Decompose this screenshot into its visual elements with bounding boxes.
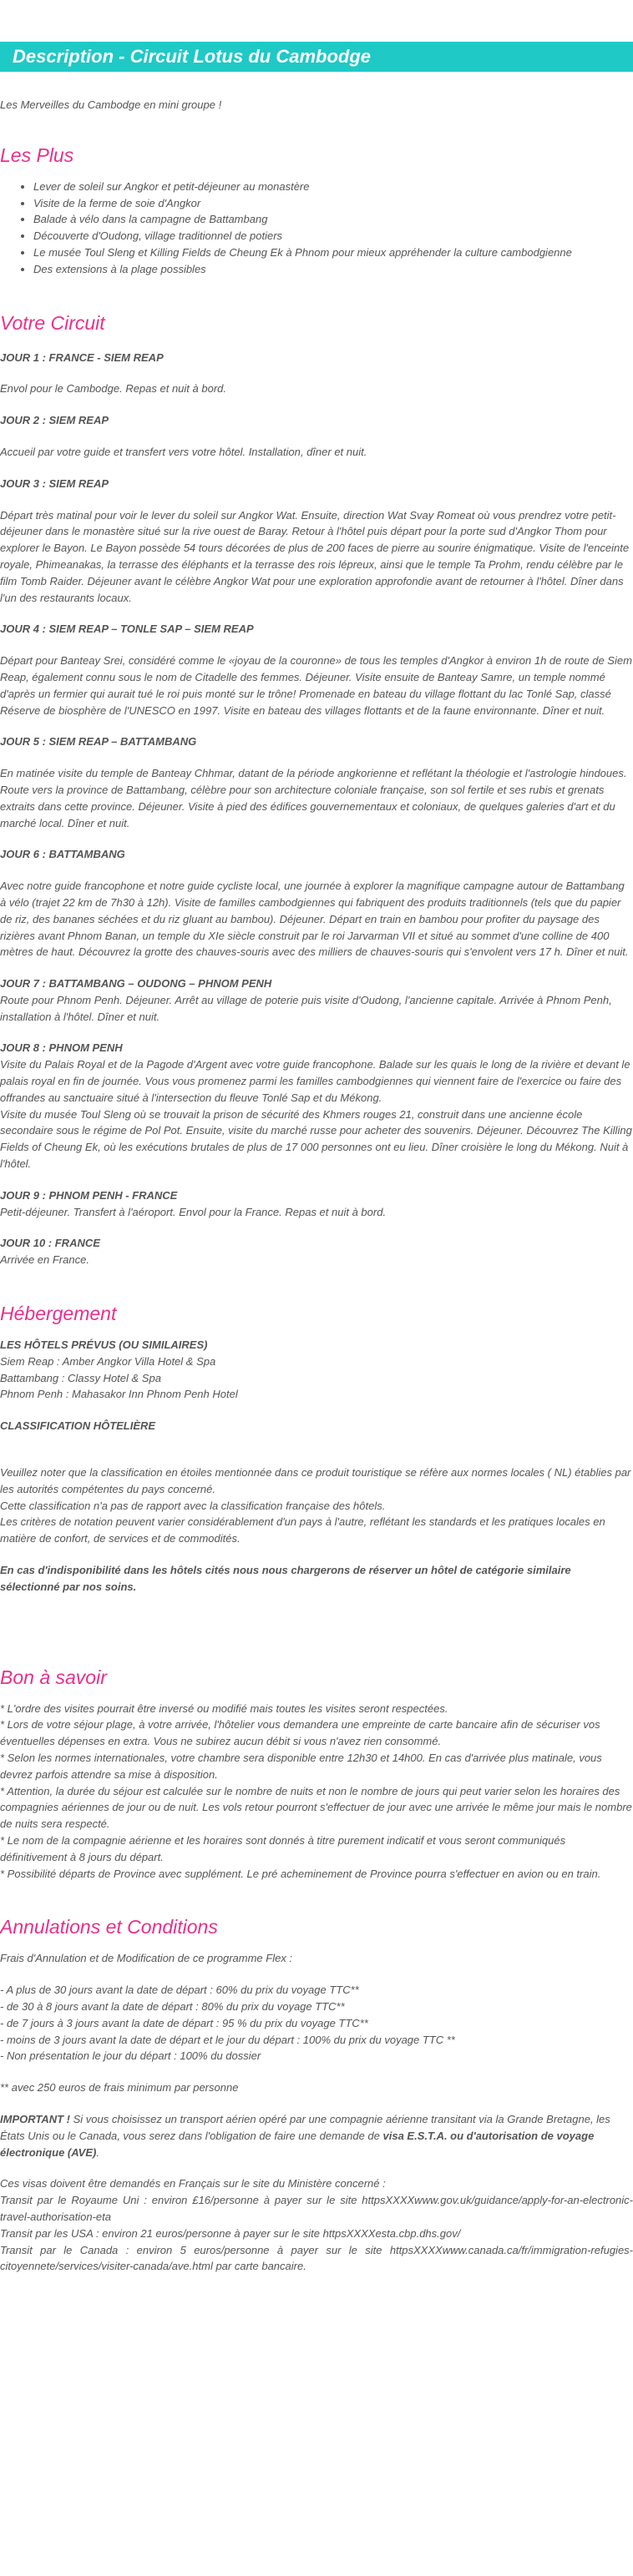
good-to-know-item: * Attention, la durée du séjour est calculée sur le nombre de nuits et non le nombre de jours qui peut varier selon les horaires des compagnies aériennes de jour ou de nuit. Les vols retour pourront s'effectuer de jour avec une arrivée le même jour mais le nombre de nuits sera respecté. xyxy=(0,1784,632,1831)
highlights-list xyxy=(0,179,633,278)
day-description: Arrivée en France. xyxy=(0,1253,89,1267)
day-description: Avec notre guide francophone et notre guide cycliste local, une journée à explorer la magnifique campagne autour de Battambang à vélo (trajet 22 km de 7h30 à 12h). Visite de familles cambodgiennes qui fabriquent des produits traditionnels (tels que du papier de riz, des bananes séchées et du riz gluant au bambou). Déjeuner. Départ en train en bambou pour profiter du paysage des rizières avant Phnom Banan, un temple du XIe siècle construit par le roi Jarvarman VII et situé au sommet d'une colline de 400 mètres de haut. Découvrez la grotte des chauves-souris avec des milliers de chauves-souris qui s'envolent vers 17 h. Dîner et nuit. xyxy=(0,880,629,959)
hotels-title: LES HÔTELS PRÉVUS (OU SIMILAIRES) xyxy=(0,1338,208,1352)
day-title: JOUR 8 : PHNOM PENH xyxy=(0,1041,123,1055)
cancellation-subtitle: Frais d'Annulation et de Modification de ce programme Flex : xyxy=(0,1952,293,1965)
page-title-banner: Description - Circuit Lotus du Cambodge xyxy=(0,42,633,72)
good-to-know-item: * Possibilité départs de Province avec supplément. Le pré acheminement de Province pourra s'effectuer en avion ou en train. xyxy=(0,1867,601,1880)
good-to-know-item: * L'ordre des visites pourrait être inversé ou modifié mais toutes les visites seront respectées. xyxy=(0,1701,448,1715)
highlight-item: • Des extensions à la plage possibles xyxy=(33,261,633,278)
visa-ca: Transit par le Canada : environ 5 euros/personne à payer sur le site httpsXXXXwww.canada.ca/fr/immigration-refugies-citoyennete/services/visiter-canada/ave.html par carte bancaire. xyxy=(0,2243,633,2273)
day-title: JOUR 1 : FRANCE - SIEM REAP xyxy=(0,350,164,364)
itinerary-day xyxy=(0,1040,633,1172)
day-title: JOUR 2 : SIEM REAP xyxy=(0,414,109,427)
day-description: Accueil par votre guide et transfert vers votre hôtel. Installation, dîner et nuit. xyxy=(0,445,367,458)
day-description: Envol pour le Cambodge. Repas et nuit à bord. xyxy=(0,382,227,396)
important-visa: visa E.S.T.A. ou d'autorisation de voyage électronique (AVE) xyxy=(0,2129,595,2159)
classification-line: Veuillez noter que la classification en étoiles mentionnée dans ce produit touristique se réfère aux normes locales ( NL) établies par les autorités compétentes du pays concerné. xyxy=(0,1466,631,1495)
visa-us: Transit par les USA : environ 21 euros/personne à payer sur le site httpsXXXXesta.cbp.dhs.gov/ xyxy=(0,2226,461,2240)
day-description: Départ pour Banteay Srei, considéré comme le «joyau de la couronne» de tous les temples d'Angkor à environ 1h de route de Siem Reap, également connu sous le nom de Citadelle des femmes. Déjeuner. Visite ensuite de Banteay Samre, un temple nommé d'après un fermier qui aurait tué le roi puis monté sur le trône! Promenade en bateau du village flottant du lac Tonlé Sap, classé Réserve de biosphère de l'UNESCO en 1997. Visite en bateau des villages flottants et de la faune environnante. Dîner et nuit. xyxy=(0,654,632,717)
itinerary-day xyxy=(0,846,633,960)
itinerary-day xyxy=(0,1235,633,1268)
day-description: Visite du musée Toul Sleng où se trouvait la prison de sécurité des Khmers rouges 21, construit dans une ancienne école secondaire sous le régime de Pol Pot. Ensuite, visite du marché russe pour acheter des souvenirs. Déjeuner. Découvrez The Killing Fields of Cheung Ek, où les exécutions brutales de plus de 17 000 personnes ont eu lieu. Dîner croisière le long du Mékong. Nuit à l'hôtel. xyxy=(0,1107,632,1171)
main-content xyxy=(0,97,633,2275)
good-to-know-item: * Lors de votre séjour plage, à votre arrivée, l'hôtelier vous demandera une empreinte de carte bancaire afin de sécuriser vos éventuelles dépenses en extra. Vous ne subirez aucun débit si vous n'avez rien consommé. xyxy=(0,1718,600,1748)
classification-line: Cette classification n'a pas de rapport avec la classification française des hôtels. xyxy=(0,1499,386,1512)
cancellation-item: - de 30 à 8 jours avant la date de départ : 80% du prix du voyage TTC** xyxy=(0,1999,345,2013)
itinerary-day xyxy=(0,350,633,398)
cancellation-item: - Non présentation le jour du départ : 100% du dossier xyxy=(0,2049,261,2063)
good-to-know-heading: Bon à savoir xyxy=(0,1666,107,1688)
visa-intro: Ces visas doivent être demandés en Français sur le site du Ministère concerné : xyxy=(0,2177,386,2190)
cancellation-item: - A plus de 30 jours avant la date de départ : 60% du prix du voyage TTC** xyxy=(0,1984,359,1997)
day-title: JOUR 7 : BATTAMBANG – OUDONG – PHNOM PENH xyxy=(0,977,272,991)
day-description: Visite du Palais Royal et de la Pagode d'Argent avec votre guide francophone. Balade sur les quais le long de la rivière et devant le palais royal en fin de journée. Vous vous promenez parmi les familles cambodgiennes qui viennent faire de l'exercice ou faire des offrandes au sanctuaire situé à l'intersection du fleuve Tonlé Sap et du Mékong. xyxy=(0,1058,630,1104)
cancellation-heading: Annulations et Conditions xyxy=(0,1916,218,1938)
itinerary-day xyxy=(0,412,633,461)
itinerary-day xyxy=(0,476,633,607)
day-description: Route pour Phnom Penh. Déjeuner. Arrêt au village de poterie puis visite d'Oudong, l'ancienne capitale. Arrivée à Phnom Penh, installation à l'hôtel. Dîner et nuit. xyxy=(0,993,612,1023)
day-title: JOUR 9 : PHNOM PENH - FRANCE xyxy=(0,1188,178,1202)
hotel-line: Battambang : Classy Hotel & Spa xyxy=(0,1371,161,1384)
highlight-item: • Découverte d'Oudong, village traditionnel de potiers xyxy=(33,228,633,244)
day-description: Petit-déjeuner. Transfert à l'aéroport. Envol pour la France. Repas et nuit à bord. xyxy=(0,1205,387,1218)
highlights-heading: Les Plus xyxy=(0,144,74,166)
important-text: Si vous choisissez un transport aérien opéré par une compagnie aérienne transitant via la Grande Bretagne, les États Unis ou le Canada, vous serez dans l'obligation de faire une demande de xyxy=(0,2112,610,2142)
good-to-know-item: * Selon les normes internationales, votre chambre sera disponible entre 12h30 et 14h00. En cas d'arrivée plus matinale, vous devrez parfois attendre sa mise à disposition. xyxy=(0,1752,602,1781)
important-label: IMPORTANT ! xyxy=(0,2112,71,2125)
cancellation-minimum: ** avec 250 euros de frais minimum par personne xyxy=(0,2081,239,2095)
itinerary-day xyxy=(0,975,633,1025)
cancellation-item: - de 7 jours à 3 jours avant la date de départ : 95 % du prix du voyage TTC** xyxy=(0,2016,368,2029)
classification-title: CLASSIFICATION HÔTELIÈRE xyxy=(0,1419,156,1433)
accommodation-heading: Hébergement xyxy=(0,1303,117,1325)
hotel-line: Phnom Penh : Mahasakor Inn Phnom Penh Hotel xyxy=(0,1388,238,1401)
accommodation-note: En cas d'indisponibilité dans les hôtels cités nous nous chargerons de réserver un hôtel de catégorie similaire sélectionné par nos soins. xyxy=(0,1564,571,1593)
day-description: Route vers la province de Battambang, célèbre pour son architecture coloniale française, son sol fertile et ses rubis et grenats extraits dans cette province. Déjeuner. Visite à pied des édifices gouvernementaux et coloniaux, de quelques galeries d'art et du marché local. Dîner et nuit. xyxy=(0,783,615,829)
hotel-line: Siem Reap : Amber Angkor Villa Hotel & Spa xyxy=(0,1354,216,1368)
visa-uk: Transit par le Royaume Uni : environ £16/personne à payer sur le site httpsXXXXwww.gov.uk/guidance/apply-for-an-electronic-travel-authorisation-eta xyxy=(0,2194,633,2223)
day-description: En matinée visite du temple de Banteay Chhmar, datant de la période angkorienne et reflétant la théologie et l'astrologie hindoues. xyxy=(0,767,627,780)
itinerary-day xyxy=(0,733,633,831)
intro-text: Les Merveilles du Cambodge en mini groupe ! xyxy=(0,98,222,111)
day-title: JOUR 10 : FRANCE xyxy=(0,1237,100,1250)
important-end: . xyxy=(96,2145,99,2159)
day-title: JOUR 4 : SIEM REAP – TONLE SAP – SIEM REAP xyxy=(0,623,254,636)
important-notice xyxy=(0,2111,633,2160)
day-title: JOUR 5 : SIEM REAP – BATTAMBANG xyxy=(0,735,197,749)
page xyxy=(0,42,633,2325)
classification-line: Les critères de notation peuvent varier considérablement d'un pays à l'autre, reflétant les standards et les pratiques locales en matière de confort, de services et de commodités. xyxy=(0,1515,605,1545)
highlight-item: • Le musée Toul Sleng et Killing Fields de Cheung Ek à Phnom pour mieux appréhender la culture cambodgienne xyxy=(33,244,633,261)
highlight-item: • Lever de soleil sur Angkor et petit-déjeuner au monastère xyxy=(33,179,633,195)
itinerary-day xyxy=(0,1187,633,1221)
itinerary xyxy=(0,350,633,1268)
itinerary-day xyxy=(0,621,633,718)
highlight-item: • Visite de la ferme de soie d'Angkor xyxy=(33,195,633,212)
highlight-item: • Balade à vélo dans la campagne de Battambang xyxy=(33,211,633,228)
day-title: JOUR 6 : BATTAMBANG xyxy=(0,848,125,861)
good-to-know-item: * Le nom de la compagnie aérienne et les horaires sont donnés à titre purement indicatif et vous seront communiqués définitivement à 8 jours du départ. xyxy=(0,1833,566,1863)
circuit-heading: Votre Circuit xyxy=(0,311,105,334)
day-description: Départ très matinal pour voir le lever du soleil sur Angkor Wat. Ensuite, direction Wat Svay Romeat où vous prendrez votre petit-déjeuner dans le monastère situé sur la rive ouest de Baray. Retour à l'hôtel puis départ pour la porte sud d'Angkor Thom pour explorer le Bayon. Le Bayon possède 54 tours décorées de plus de 200 faces de pierre au sourire énigmatique. Visite de l'enceinte royale, Phimeanakas, la terrasse des éléphants et la terrasse des rois lépreux, ainsi que le temple Ta Prohm, rendu célèbre par le film Tomb Raider. Déjeuner avant le célèbre Angkor Wat pour une exploration approfondie avant de retourner à l'hôtel. Dîner dans l'un des restaurants locaux. xyxy=(0,508,630,604)
cancellation-item: - moins de 3 jours avant la date de départ et le jour du départ : 100% du prix du voyage TTC ** xyxy=(0,2033,455,2046)
day-title: JOUR 3 : SIEM REAP xyxy=(0,476,109,490)
